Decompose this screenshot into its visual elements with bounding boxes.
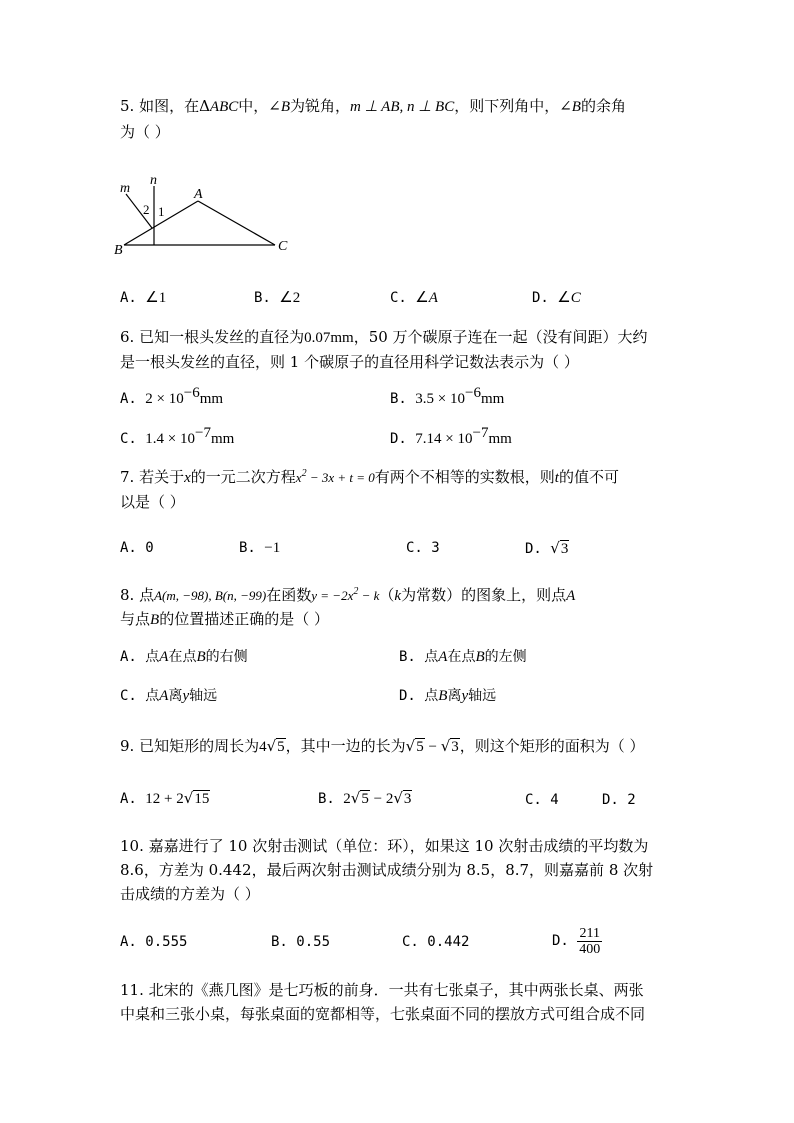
sqrt-sign: √ bbox=[266, 737, 277, 755]
q11-stem-line1: 11. 北宋的《燕几图》是七巧板的前身．一共有七张桌子，其中两张长桌、两张 bbox=[120, 981, 644, 999]
option-var: A bbox=[159, 688, 169, 704]
option-value: 0.555 bbox=[145, 934, 188, 950]
option-letter: D. bbox=[552, 933, 569, 949]
angle-symbol: ∠ bbox=[557, 290, 571, 306]
radicand: 3 bbox=[403, 791, 412, 807]
radicand: 5 bbox=[361, 791, 369, 807]
denominator: 400 bbox=[579, 941, 601, 957]
label-b: B bbox=[114, 243, 123, 258]
option-text: 点 bbox=[424, 649, 439, 665]
q6-stem-line2: 是一根头发丝的直径，则 1 个碳原子的直径用科学记数法表示为（ ） bbox=[120, 353, 579, 371]
q7-stem-line2: 以是（ ） bbox=[120, 493, 185, 511]
label-n: n bbox=[150, 173, 157, 188]
sqrt-sign: √ bbox=[405, 737, 416, 755]
option-letter: A. bbox=[120, 391, 137, 407]
option-letter: A. bbox=[120, 540, 137, 556]
option-value: A bbox=[428, 290, 438, 306]
option-letter: C. bbox=[525, 792, 542, 808]
q5-option-d[interactable] bbox=[532, 288, 581, 308]
option-unit: mm bbox=[199, 391, 224, 407]
q6-option-c[interactable] bbox=[120, 425, 235, 449]
option-value: 2 bbox=[292, 290, 301, 306]
option-var: A bbox=[159, 649, 169, 665]
eq-part: − 3x + t = 0 bbox=[306, 470, 375, 485]
q7-var-x: x bbox=[184, 470, 191, 486]
option-letter: B. bbox=[390, 391, 407, 407]
q7-option-b[interactable] bbox=[239, 538, 280, 558]
q5-text: 中，∠ bbox=[238, 97, 281, 115]
q6-option-b[interactable] bbox=[390, 385, 505, 409]
option-value: 2 bbox=[627, 792, 636, 808]
q9-side-radicand: 5 bbox=[416, 739, 424, 755]
q8-text: 的位置描述正确的是（ ） bbox=[159, 610, 329, 628]
func-exp: 2 bbox=[353, 586, 359, 597]
q9-option-d[interactable] bbox=[602, 790, 636, 810]
q8-function bbox=[311, 588, 379, 603]
q7-equation bbox=[296, 470, 375, 485]
q7-option-a[interactable] bbox=[120, 538, 154, 558]
q5-text: ，则下列角中，∠ bbox=[454, 97, 572, 115]
option-letter: A. bbox=[120, 934, 137, 950]
side-ac bbox=[198, 201, 275, 245]
option-exp: −7 bbox=[472, 425, 489, 441]
q8-text: 8. 点 bbox=[120, 586, 155, 604]
option-letter: B. bbox=[318, 791, 335, 807]
option-var: B bbox=[475, 649, 485, 665]
sqrt-sign: √ bbox=[350, 789, 361, 807]
option-unit: mm bbox=[480, 391, 505, 407]
option-text: 在点 bbox=[447, 649, 476, 665]
q7-option-c[interactable] bbox=[406, 538, 440, 558]
q6-stem-line1 bbox=[120, 327, 648, 348]
option-value: 2 bbox=[343, 791, 351, 807]
option-text: 轴远 bbox=[468, 688, 497, 704]
option-value: 12 + 2 bbox=[145, 791, 184, 807]
option-coef: 3.5 × 10 bbox=[415, 391, 466, 407]
option-letter: C. bbox=[402, 934, 419, 950]
q7-stem-line1 bbox=[120, 467, 619, 488]
option-letter: D. bbox=[532, 290, 549, 306]
option-var: B bbox=[196, 649, 206, 665]
option-coef: 7.14 × 10 bbox=[415, 431, 473, 447]
option-unit: mm bbox=[488, 431, 512, 447]
q7-var-t: t bbox=[554, 470, 559, 486]
option-text: 点 bbox=[145, 688, 160, 704]
option-var: A bbox=[438, 649, 448, 665]
option-text: 的右侧 bbox=[205, 649, 248, 665]
eq-part: x bbox=[295, 470, 302, 485]
option-value: C bbox=[570, 290, 581, 306]
q5-option-b[interactable] bbox=[254, 288, 300, 308]
q9-text: ，其中一边的长为 bbox=[285, 737, 406, 755]
eq-exp: 2 bbox=[301, 468, 307, 479]
q5-stem-line2: 为（ ） bbox=[120, 123, 170, 141]
q7-option-d[interactable] bbox=[525, 538, 569, 559]
q7-text: 7. 若关于 bbox=[120, 468, 185, 486]
option-letter: D. bbox=[399, 688, 416, 704]
option-value: 4 bbox=[550, 792, 559, 808]
q8-stem-line2 bbox=[120, 609, 329, 630]
option-value: 0 bbox=[145, 540, 154, 556]
option-coef: 1.4 × 10 bbox=[145, 431, 196, 447]
option-letter: A. bbox=[120, 791, 137, 807]
option-letter: B. bbox=[254, 290, 271, 306]
q5-option-c[interactable] bbox=[390, 288, 438, 308]
q10-option-b[interactable] bbox=[271, 932, 330, 952]
q10-option-c[interactable] bbox=[402, 932, 469, 952]
option-value: 0.55 bbox=[296, 934, 331, 950]
q5-angle-var: B bbox=[571, 99, 581, 115]
q11-stem-line2: 中桌和三张小桌，每张桌面的宽都相等，七张桌面不同的摆放方式可组合成不同 bbox=[120, 1005, 646, 1023]
q5-text: 的余角 bbox=[580, 97, 626, 115]
option-letter: A. bbox=[120, 290, 137, 306]
q9-text: ，则这个矩形的面积为（ ） bbox=[459, 737, 645, 755]
q7-text: 的值不可 bbox=[558, 468, 619, 486]
q6-text: ，50 万个碳原子连在一起（没有间距）大约 bbox=[353, 328, 648, 346]
angle-symbol: ∠ bbox=[279, 290, 293, 306]
option-text: 离 bbox=[447, 688, 462, 704]
q5-condition: m ⊥ AB, n ⊥ BC bbox=[350, 99, 455, 115]
func-part: y = −2x bbox=[311, 588, 354, 603]
option-letter: C. bbox=[390, 290, 407, 306]
option-value: −1 bbox=[264, 540, 281, 556]
angle-symbol: ∠ bbox=[415, 290, 429, 306]
option-letter: B. bbox=[239, 540, 256, 556]
option-letter: B. bbox=[271, 934, 288, 950]
q8-option-c[interactable] bbox=[120, 686, 217, 706]
q9-side-minus: − bbox=[424, 739, 441, 755]
option-exp: −7 bbox=[195, 425, 211, 441]
q9-option-b[interactable] bbox=[318, 788, 412, 809]
label-a: A bbox=[194, 187, 203, 202]
q5-text: 为锐角， bbox=[290, 97, 351, 115]
func-part: − k bbox=[358, 588, 380, 603]
option-letter: C. bbox=[120, 688, 137, 704]
q10-stem-line3: 击成绩的方差为（ ） bbox=[120, 885, 260, 903]
numerator: 211 bbox=[577, 926, 602, 942]
option-text: 在点 bbox=[168, 649, 197, 665]
q9-perimeter-coef: 4 bbox=[259, 739, 267, 755]
q6-option-d[interactable] bbox=[390, 425, 512, 449]
q9-perimeter-radicand: 5 bbox=[277, 739, 285, 755]
option-text: 点 bbox=[424, 688, 439, 704]
option-text: 轴远 bbox=[189, 688, 218, 704]
q5-triangle-figure bbox=[112, 170, 302, 258]
sqrt-sign: √ bbox=[393, 789, 403, 807]
angle-symbol: ∠ bbox=[145, 290, 159, 306]
fraction bbox=[577, 926, 602, 957]
option-text: 的左侧 bbox=[484, 649, 527, 665]
q7-text: 的一元二次方程 bbox=[190, 468, 296, 486]
q8-stem-line1 bbox=[120, 585, 575, 606]
label-m: m bbox=[120, 181, 131, 196]
q9-stem-line1 bbox=[120, 736, 645, 757]
q8-var-k: k bbox=[394, 588, 402, 604]
q8-text: 在函数 bbox=[266, 586, 312, 604]
q10-stem-line2: 8.6，方差为 0.442，最后两次射击测试成绩分别为 8.5，8.7，则嘉嘉前 8 次射 bbox=[120, 861, 654, 879]
option-letter: C. bbox=[406, 540, 423, 556]
option-letter: B. bbox=[399, 649, 416, 665]
option-var: B bbox=[438, 688, 448, 704]
q9-side-radicand: 3 bbox=[451, 739, 459, 755]
q5-angle-var: B bbox=[280, 99, 291, 115]
q6-text: 6. 已知一根头发丝的直径为 bbox=[120, 328, 305, 346]
q8-text: 与点 bbox=[120, 610, 151, 628]
sqrt-sign: √ bbox=[440, 737, 451, 755]
option-text: 点 bbox=[145, 649, 160, 665]
sqrt-sign: √ bbox=[183, 789, 194, 807]
option-coef: 2 × 10 bbox=[145, 391, 184, 407]
q8-points: A(m, −98), B(n, −99) bbox=[154, 588, 267, 603]
sqrt-sign: √ bbox=[550, 539, 560, 557]
label-c: C bbox=[278, 239, 288, 254]
q5-option-a[interactable] bbox=[120, 288, 166, 308]
q7-text: 有两个不相等的实数根，则 bbox=[374, 468, 555, 486]
option-exp: −6 bbox=[465, 385, 481, 401]
q8-option-a[interactable] bbox=[120, 647, 248, 667]
option-exp: −6 bbox=[183, 385, 200, 401]
option-value: − 2 bbox=[369, 791, 394, 807]
option-value: 0.442 bbox=[427, 934, 470, 950]
option-text: 离 bbox=[168, 688, 183, 704]
option-letter: D. bbox=[390, 431, 407, 447]
q8-var-a: A bbox=[566, 588, 576, 604]
q10-option-a[interactable] bbox=[120, 932, 187, 952]
option-letter: C. bbox=[120, 431, 137, 447]
q9-option-a[interactable] bbox=[120, 788, 210, 809]
option-var: y bbox=[461, 688, 469, 704]
option-letter: A. bbox=[120, 649, 137, 665]
q10-option-d[interactable] bbox=[552, 924, 602, 958]
q6-value: 0.07mm bbox=[304, 330, 354, 346]
q5-stem-line1 bbox=[120, 96, 626, 117]
label-angle-1: 1 bbox=[158, 204, 165, 219]
option-var: y bbox=[182, 688, 190, 704]
q8-option-d[interactable] bbox=[399, 686, 496, 706]
q5-text: 5. 如图，在Δ bbox=[120, 97, 210, 115]
option-letter: D. bbox=[525, 541, 542, 557]
q8-var-b: B bbox=[150, 612, 160, 628]
radicand: 3 bbox=[560, 541, 569, 557]
radicand: 15 bbox=[194, 791, 210, 807]
option-unit: mm bbox=[210, 431, 235, 447]
option-value: 1 bbox=[158, 290, 167, 306]
q8-text: （ bbox=[379, 586, 395, 604]
q10-stem-line1: 10. 嘉嘉进行了 10 次射击测试（单位：环），如果这 10 次射击成绩的平均数为 bbox=[120, 837, 649, 855]
q6-option-a[interactable] bbox=[120, 385, 224, 409]
label-angle-2: 2 bbox=[143, 202, 150, 217]
q9-text: 9. 已知矩形的周长为 bbox=[120, 737, 260, 755]
option-letter: D. bbox=[602, 792, 619, 808]
q5-triangle-label: ABC bbox=[209, 99, 239, 115]
q9-option-c[interactable] bbox=[525, 790, 559, 810]
q8-text: 为常数）的图象上，则点 bbox=[401, 586, 567, 604]
option-value: 3 bbox=[431, 540, 440, 556]
q8-option-b[interactable] bbox=[399, 647, 527, 667]
